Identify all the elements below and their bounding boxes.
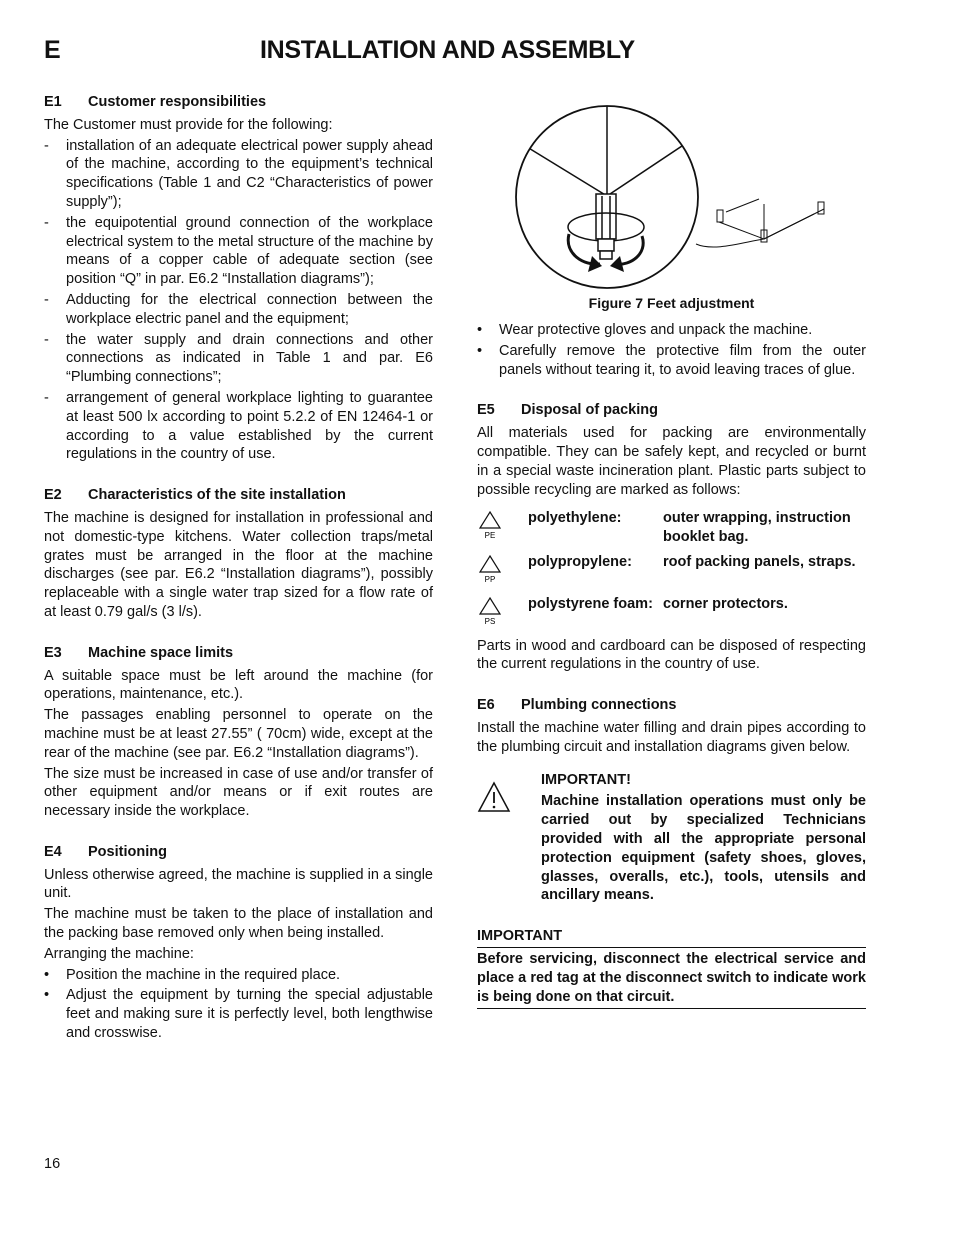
notice-text: Before servicing, disconnect the electrical service and place a red tag at the disconnect switch to indicate work is being done on that circuit. bbox=[477, 948, 866, 1009]
positioning-list bbox=[44, 966, 433, 1043]
figure-caption: Figure 7 Feet adjustment bbox=[588, 295, 755, 311]
section-e5-text: All materials used for packing are environmentally compatible. They can be safely kept, and recycled or burnt in a special waste incineration plant. Plastic parts subject to possible recycling are marked as follows: bbox=[477, 425, 866, 498]
responsibilities-list bbox=[44, 137, 433, 465]
section-e2 bbox=[44, 486, 433, 622]
chapter-letter: E bbox=[44, 36, 61, 64]
section-e3-heading: E3 Machine space limits bbox=[44, 644, 234, 661]
section-e6-text: Install the machine water filling and drain pipes according to the plumbing circuit and installation diagrams given below. bbox=[477, 719, 866, 755]
section-e4-p3: Arranging the machine: bbox=[44, 945, 194, 962]
unpack-list bbox=[477, 321, 866, 379]
section-e5 bbox=[477, 401, 866, 674]
section-e1 bbox=[44, 93, 433, 464]
list-item: - Adducting for the electrical connection between the workplace electric panel and the equipment; bbox=[44, 291, 433, 327]
servicing-notice bbox=[477, 927, 866, 1009]
section-e4-heading: E4 Positioning bbox=[44, 843, 167, 860]
section-e3-p3: The size must be increased in case of use and/or transfer of other equipment and/or means or if exit routes are necessary inside the workplace. bbox=[44, 765, 433, 820]
section-e3 bbox=[44, 644, 433, 821]
table-row: PE polyethylene: outer wrapping, instruction booklet bag. bbox=[477, 509, 866, 547]
important-label: IMPORTANT! bbox=[541, 771, 631, 788]
recycle-ps-icon bbox=[477, 595, 503, 625]
section-e6-heading: E6 Plumbing connections bbox=[477, 697, 677, 714]
svg-text:PE: PE bbox=[484, 531, 496, 540]
recycle-pp-icon bbox=[477, 553, 503, 583]
recycling-table bbox=[477, 509, 866, 630]
section-e5-heading: E5 Disposal of packing bbox=[477, 402, 658, 419]
svg-text:PP: PP bbox=[484, 574, 496, 583]
notice-label: IMPORTANT bbox=[477, 927, 866, 948]
section-e4-p2: The machine must be taken to the place of installation and the packing base removed only when being installed. bbox=[44, 906, 433, 942]
svg-text:PS: PS bbox=[484, 616, 496, 625]
list-item: • Wear protective gloves and unpack the machine. bbox=[477, 322, 813, 338]
section-e4-p1: Unless otherwise agreed, the machine is supplied in a single unit. bbox=[44, 866, 433, 902]
important-text: Machine installation operations must only be carried out by specialized Technicians provided with all the appropriate personal protection equipment (safety shoes, gloves, glasses, overalls, etc.), tools, utensils and ancillary means. bbox=[541, 793, 866, 904]
section-e3-p1: A suitable space must be left around the machine (for operations, maintenance, etc.). bbox=[44, 667, 433, 703]
important-warning bbox=[477, 771, 866, 906]
right-column bbox=[477, 321, 866, 1009]
list-item: • Carefully remove the protective film from the outer panels without tearing it, to avoid leaving traces of glue. bbox=[477, 342, 866, 378]
list-item: - arrangement of general workplace lighting to guarantee at least 500 lx according to point 5.2.2 of EN 12464-1 or according to a value established by the current regulations in the country of use. bbox=[44, 389, 433, 463]
page-number: 16 bbox=[44, 1156, 61, 1172]
left-column bbox=[44, 93, 433, 1045]
recycle-pe-icon bbox=[477, 509, 503, 539]
section-e6 bbox=[477, 696, 866, 905]
list-item: • Position the machine in the required place. bbox=[44, 966, 341, 983]
list-item: - installation of an adequate electrical power supply ahead of the machine, according to the equipment’s technical specifications (Table 1 and C2 “Characteristics of power supply”); bbox=[44, 137, 433, 210]
section-e5-after: Parts in wood and cardboard can be disposed of respecting the current regulations in the country of use. bbox=[477, 637, 866, 673]
section-e4 bbox=[44, 843, 433, 1043]
section-e1-heading: E1 Customer responsibilities bbox=[44, 94, 267, 110]
section-e2-text: The machine is designed for installation in professional and not domestic-type kitchens. Water collection traps/metal grates must be arranged in the floor at the machine discharges (see par. E6.2 “Installation diagrams”), possibly replaceable with a single water trap sized for a flow rate of at least 0.79 gal/s (3 l/s). bbox=[44, 509, 433, 620]
table-row: PP polypropylene: roof packing panels, straps. bbox=[477, 553, 866, 589]
warning-triangle-icon bbox=[477, 781, 511, 813]
list-item: • Adjust the equipment by turning the special adjustable feet and making sure it is perfectly level, both lengthwise and crosswise. bbox=[44, 987, 433, 1042]
feet-adjustment-figure bbox=[514, 104, 834, 292]
chapter-title: INSTALLATION AND ASSEMBLY bbox=[260, 36, 635, 64]
list-item: - the water supply and drain connections and other connections as indicated in Table 1 and par. E6 “Plumbing connections”; bbox=[44, 331, 433, 386]
table-row: PS polystyrene foam: corner protectors. bbox=[477, 595, 866, 631]
section-e2-heading: E2 Characteristics of the site installation bbox=[44, 487, 346, 504]
list-item: - the equipotential ground connection of the workplace electrical system to the metal structure of the machine by means of a copper cable of adequate section (see position “Q” in par. E6.2 “Installation diagrams”); bbox=[44, 214, 433, 288]
section-e3-p2: The passages enabling personnel to operate on the machine must be at least 27.55” ( 70cm) wide, except at the rear of the machine (see par. E6.2 “Installation diagrams”). bbox=[44, 707, 433, 761]
section-e1-intro: The Customer must provide for the following: bbox=[44, 116, 333, 133]
